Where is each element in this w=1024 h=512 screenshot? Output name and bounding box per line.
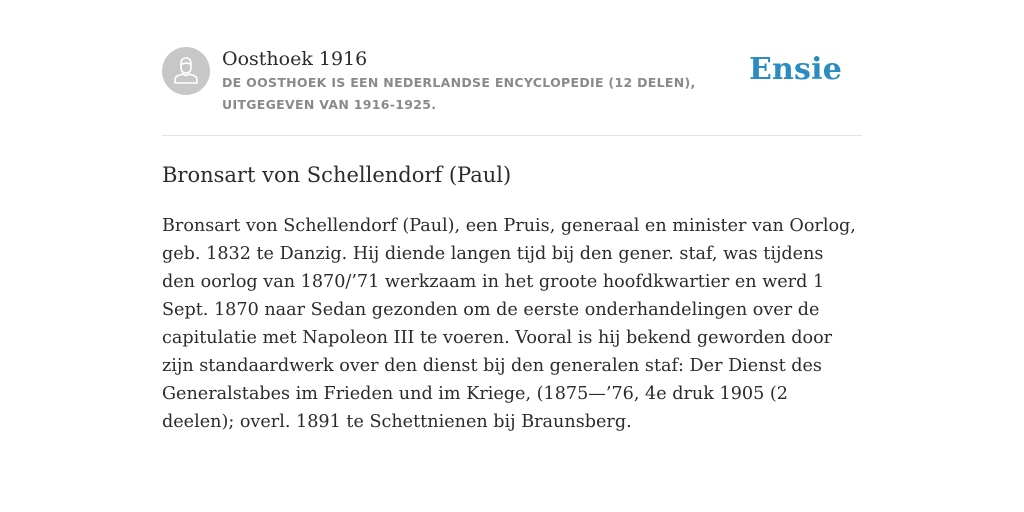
source-description: DE OOSTHOEK IS EEN NEDERLANDSE ENCYCLOPEDIE (12 DELEN), UITGEGEVEN VAN 1916-1925. [222, 75, 696, 112]
header-divider [162, 135, 862, 136]
brand-logo[interactable]: Ensie [748, 52, 842, 87]
page-container [162, 0, 862, 512]
source-header [162, 46, 862, 116]
user-avatar-icon [162, 47, 210, 95]
entry-title: Bronsart von Schellendorf (Paul) [162, 163, 512, 187]
source-avatar[interactable] [162, 47, 210, 95]
entry-body: Bronsart von Schellendorf (Paul), een Pruis, generaal en minister van Oorlog, geb. 1832 te Danzig. Hij diende langen tijd bij den gener. staf, was tijdens den oorlog van 1870/’71 werkzaam in het groote hoofdkwartier en werd 1 Sept. 1870 naar Sedan gezonden om de eerste onderhandelingen over de capitulatie met Napoleon III te voeren. Vooral is hij bekend geworden door zijn standaardwerk over den dienst bij den generalen staf: Der Dienst des Generalstabes im Frieden und im Kriege, (1875—’76, 4e druk 1905 (2 deelen); overl. 1891 te Schettnienen bij Braunsberg. [162, 216, 856, 432]
source-title[interactable]: Oosthoek 1916 [222, 48, 368, 70]
